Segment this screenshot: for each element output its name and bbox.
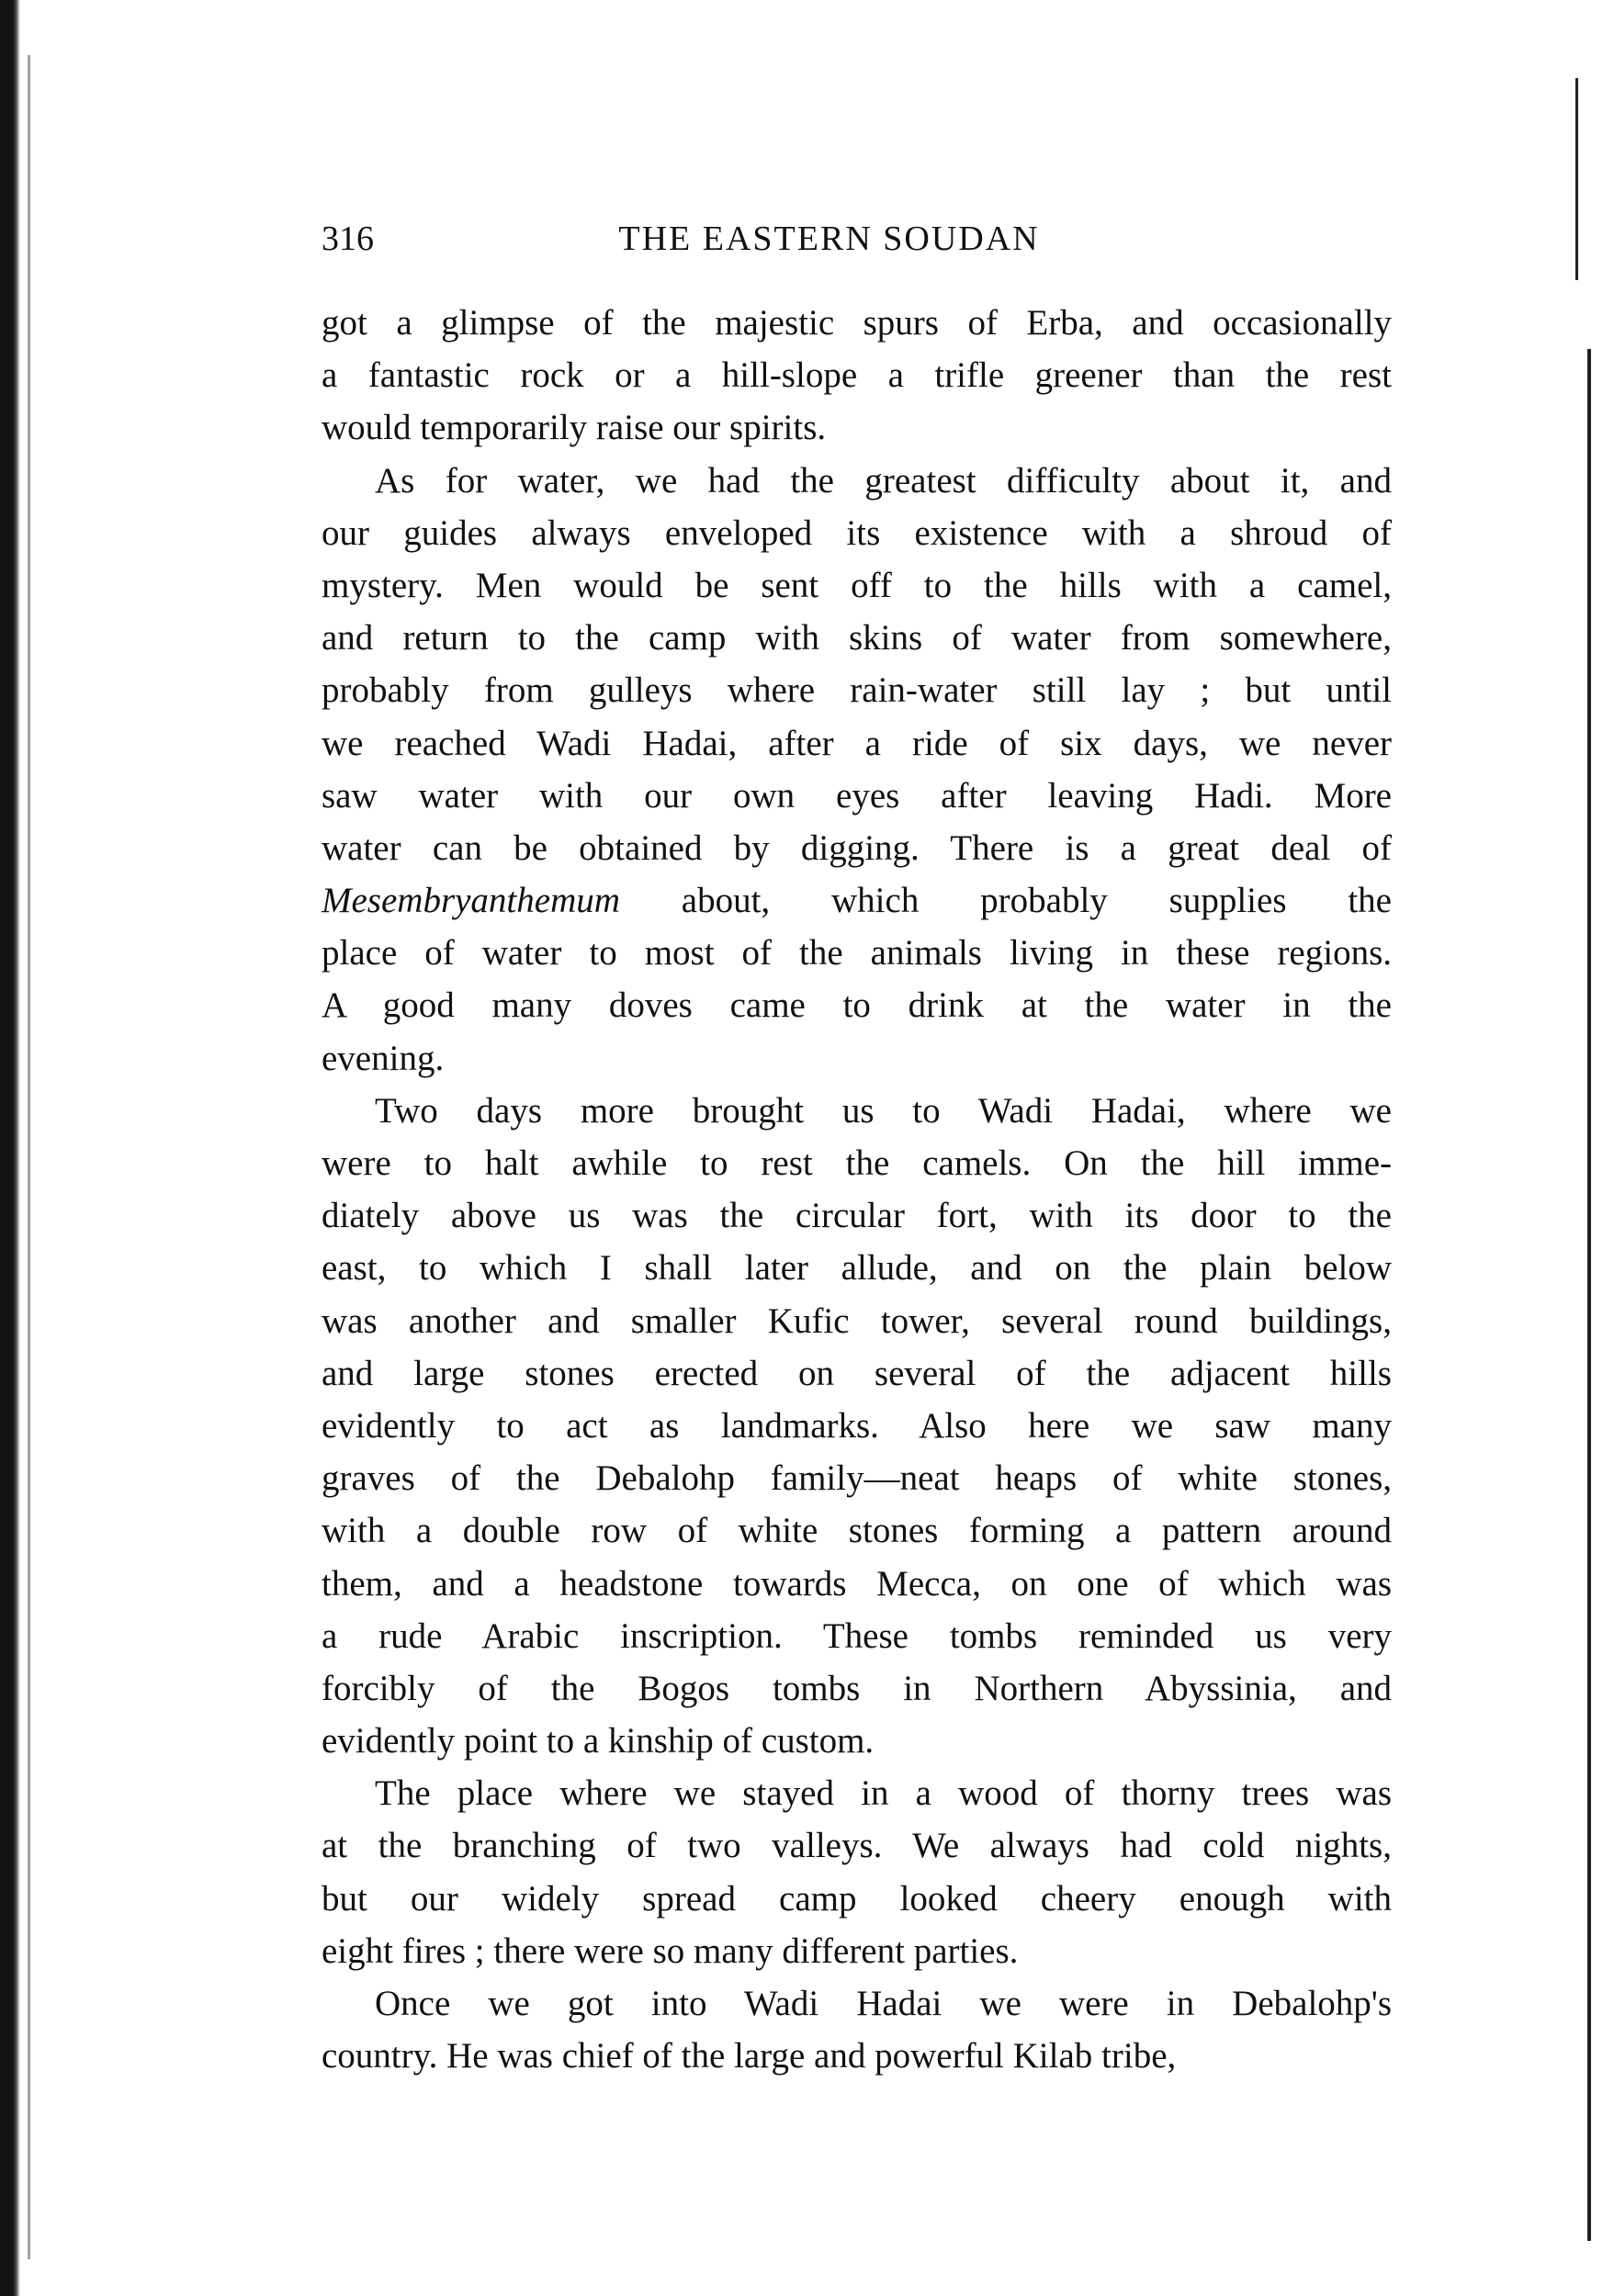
text-line: place of water to most of the animals living in these regions. [322, 933, 1392, 974]
page-number: 316 [322, 219, 374, 258]
text-line: evidently to act as landmarks. Also here we saw many [322, 1405, 1392, 1446]
text-line: east, to which I shall later allude, and on the plain below [322, 1248, 1392, 1289]
running-header [322, 219, 1392, 264]
text-line: Mesembryanthemum about, which probably supplies the [322, 881, 1392, 921]
text-line: water can be obtained by digging. There is a great deal of [322, 827, 1392, 868]
text-line: The place where we stayed in a wood of thorny trees was [375, 1773, 1392, 1814]
text-line: evidently point to a kinship of custom. [322, 1721, 875, 1761]
text-line: graves of the Debalohp family—neat heaps of white stones, [322, 1458, 1392, 1499]
text-line: evening. [322, 1038, 445, 1078]
text-line: country. He was chief of the large and powerful Kilab tribe, [322, 2036, 1177, 2077]
text-line: got a glimpse of the majestic spurs of Erba, and occasionally [322, 303, 1392, 343]
text-line: Two days more brought us to Wadi Hadai, where we [375, 1090, 1392, 1131]
text-line: eight fires ; there were so many different parties. [322, 1930, 1019, 1971]
text-line: probably from gulleys where rain-water still lay ; but until [322, 670, 1392, 711]
right-edge-mark [1575, 78, 1578, 280]
text-line: we reached Wadi Hadai, after a ride of six days, we never [322, 723, 1392, 763]
text-line: was another and smaller Kufic tower, several round buildings, [322, 1300, 1392, 1341]
text-line: them, and a headstone towards Mecca, on one of which was [322, 1563, 1392, 1604]
text-line: at the branching of two valleys. We always had cold nights, [322, 1826, 1392, 1866]
text-line: mystery. Men would be sent off to the hills with a camel, [322, 565, 1392, 605]
text-line: a rude Arabic inscription. These tombs reminded us very [322, 1615, 1392, 1656]
text-line: As for water, we had the greatest difficulty about it, and [375, 460, 1392, 501]
text-line: saw water with our own eyes after leaving Hadi. More [322, 775, 1392, 816]
text-line: our guides always enveloped its existence with a shroud of [322, 512, 1392, 553]
text-line: a fantastic rock or a hill-slope a trifle greener than the rest [322, 355, 1392, 396]
book-binding-edge [0, 0, 20, 2296]
italic-term: Mesembryanthemum [322, 881, 620, 921]
text-line: and large stones erected on several of the adjacent hills [322, 1353, 1392, 1393]
scan-shadow [28, 55, 30, 2259]
text-line: forcibly of the Bogos tombs in Northern Abyssinia, and [322, 1668, 1392, 1708]
text-line: Once we got into Wadi Hadai we were in Debalohp's [375, 1984, 1392, 2023]
running-title: THE EASTERN SOUDAN [618, 219, 1040, 258]
right-edge-mark [1587, 349, 1591, 2241]
text-line: but our widely spread camp looked cheery enough with [322, 1878, 1392, 1919]
text-line: would temporarily raise our spirits. [322, 408, 827, 448]
text-line: A good many doves came to drink at the water in the [322, 985, 1392, 1026]
text-line: and return to the camp with skins of water from somewhere, [322, 618, 1392, 658]
page-body [322, 297, 1392, 2082]
text-line: were to halt awhile to rest the camels. On the hill imme- [322, 1143, 1392, 1183]
text-line: with a double row of white stones forming a pattern around [322, 1511, 1392, 1551]
text-line: diately above us was the circular fort, with its door to the [322, 1196, 1392, 1236]
